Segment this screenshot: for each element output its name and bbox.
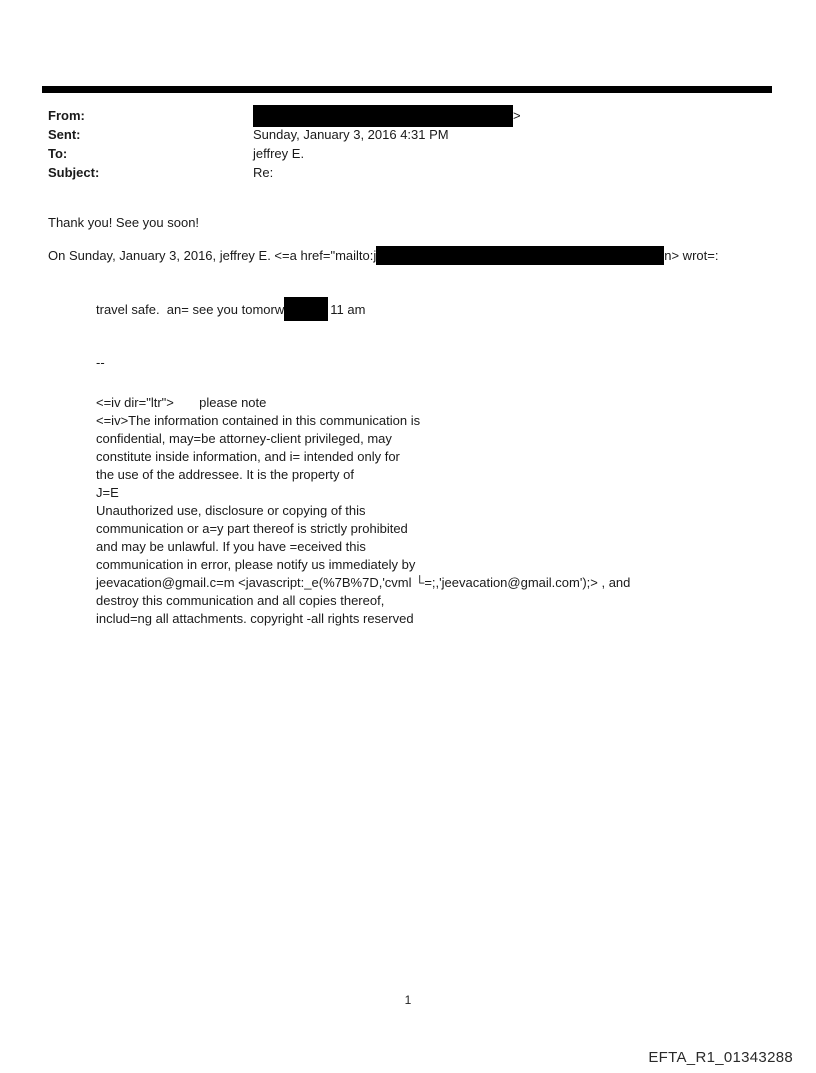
disclaimer-line: communication or a=y part thereof is strictly prohibited (96, 521, 408, 536)
quote-intro-before: On Sunday, January 3, 2016, jeffrey E. <=a href="mailto:j (48, 248, 377, 263)
header-row-from (48, 106, 521, 125)
disclaimer-line: Unauthorized use, disclosure or copying of this (96, 503, 366, 518)
page-number: 1 (404, 993, 412, 1007)
quoted-line-after: 11 am (330, 301, 366, 317)
header-row-subject (48, 163, 273, 182)
top-rule (42, 86, 772, 93)
from-label: From: (48, 108, 85, 123)
subject-value: Re: (253, 165, 274, 180)
to-label: To: (48, 146, 68, 161)
disclaimer-line: the use of the addressee. It is the property of (96, 467, 354, 482)
quoted-line-before: travel safe. an= see you tomorw (96, 301, 285, 317)
disclaimer-line: jeevacation@gmail.c=m <javascript:_e(%7B%7D,'cvml └=;,'jeevacation@gmail.com');> , and (96, 575, 631, 590)
bates-number: EFTA_R1_01343288 (648, 1049, 793, 1066)
greeting-line (48, 213, 199, 232)
redaction-bar-quote-intro (376, 246, 664, 265)
disclaimer-line: <=iv>The information contained in this communication is (96, 413, 421, 428)
disclaimer-line: includ=ng all attachments. copyright -all rights reserved (96, 611, 414, 626)
disclaimer-line: confidential, may=be attorney-client privileged, may (96, 431, 392, 446)
greeting-text: Thank you! See you soon! (48, 215, 200, 230)
redaction-bar-quoted (284, 297, 328, 321)
signature-divider: -- (96, 355, 105, 370)
disclaimer-line: and may be unlawful. If you have =eceived this (96, 539, 366, 554)
header-row-sent (48, 125, 449, 144)
sent-label: Sent: (48, 127, 81, 142)
disclaimer-line: constitute inside information, and i= intended only for (96, 449, 400, 464)
to-value: jeffrey E. (253, 146, 305, 161)
subject-label: Subject: (48, 165, 100, 180)
from-value-tail: > (513, 108, 521, 123)
sent-value: Sunday, January 3, 2016 4:31 PM (253, 127, 449, 142)
quote-intro-after: n> wrot=: (664, 248, 719, 263)
redaction-bar-from (253, 105, 513, 127)
disclaimer-line: communication in error, please notify us immediately by (96, 557, 416, 572)
quote-intro-line (48, 246, 718, 265)
disclaimer-line: J=E (96, 485, 119, 500)
quoted-message-line (96, 297, 365, 321)
disclaimer-line: <=iv dir="ltr"> please note (96, 395, 267, 410)
header-row-to (48, 144, 304, 163)
disclaimer-line: destroy this communication and all copies thereof, (96, 593, 385, 608)
disclaimer-block (96, 394, 630, 628)
